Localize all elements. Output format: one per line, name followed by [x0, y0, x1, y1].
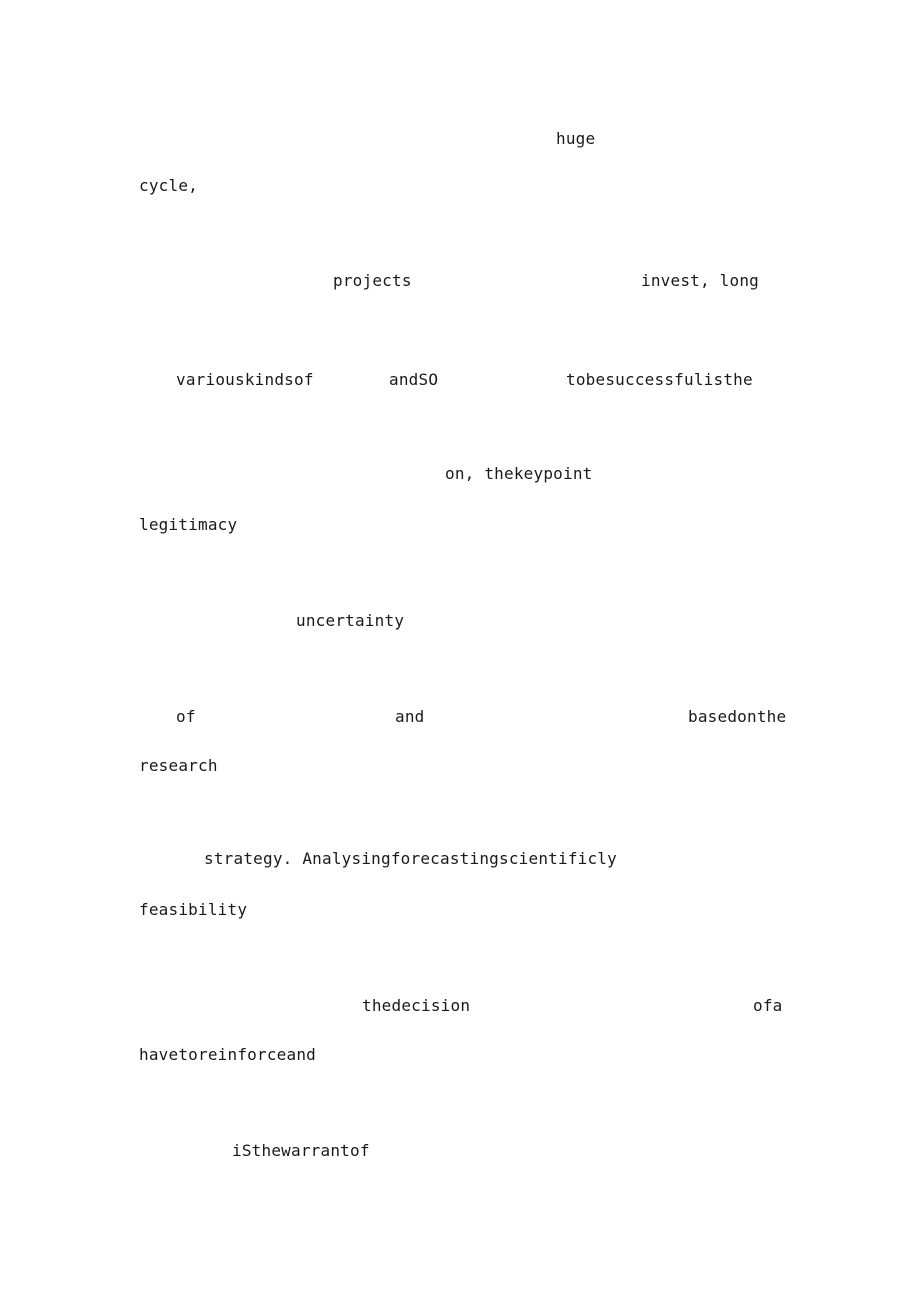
text-fragment: tobesuccessfulisthe — [566, 370, 753, 389]
text-fragment: and — [395, 707, 425, 726]
text-fragment: invest, long — [641, 271, 759, 290]
text-fragment: basedonthe — [688, 707, 787, 726]
text-fragment: uncertainty — [296, 611, 405, 630]
text-fragment: huge — [556, 129, 596, 148]
text-fragment: thedecision — [362, 996, 471, 1015]
text-fragment: ofa — [753, 996, 783, 1015]
text-fragment: feasibility — [139, 900, 248, 919]
text-fragment: iSthewarrantof — [232, 1141, 370, 1160]
text-fragment: cycle, — [139, 176, 198, 195]
text-fragment: havetoreinforceand — [139, 1045, 316, 1064]
text-fragment: andSO — [389, 370, 439, 389]
text-fragment: projects — [333, 271, 412, 290]
text-fragment: strategy. Analysingforecastingscientificly — [204, 849, 617, 868]
text-fragment: research — [139, 756, 218, 775]
text-fragment: variouskindsof — [176, 370, 314, 389]
text-fragment: legitimacy — [139, 515, 238, 534]
text-fragment: on, thekeypoint — [445, 464, 593, 483]
text-fragment: of — [176, 707, 196, 726]
